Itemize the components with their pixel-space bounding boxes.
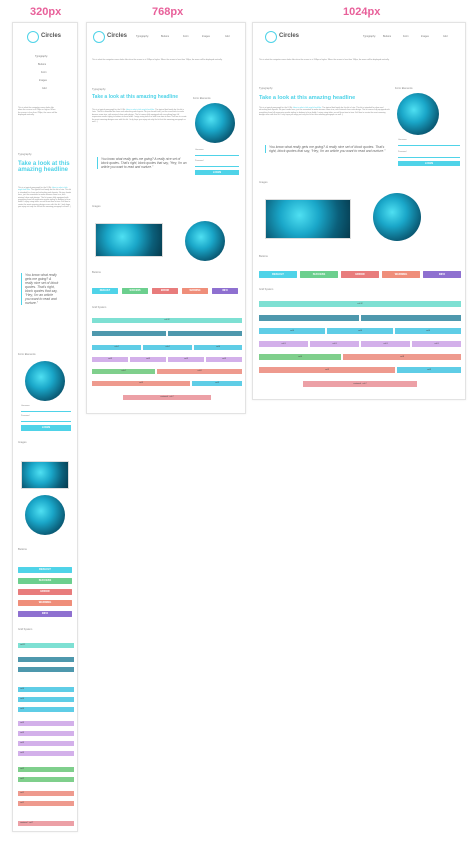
frame-320 <box>12 22 78 832</box>
grid-col-9: col-9 <box>92 381 190 386</box>
grid-col-2a: col-2 <box>18 767 74 772</box>
nav-typography[interactable]: Typography <box>363 35 376 38</box>
grid-col-4c: col-4 <box>395 328 461 334</box>
username-label: Username <box>195 149 204 151</box>
nav-grid[interactable]: Grid <box>225 35 230 38</box>
heading-1024: 1024px <box>343 6 381 18</box>
grid-col-6b <box>168 331 242 336</box>
login-button[interactable]: LOGIN <box>21 425 71 431</box>
intro-text: This is what the navigation menu looks like when the screen is at 768px or higher. When the screen is less than 768px, the menu will be displayed vertically. <box>18 107 58 117</box>
blockquote: You know what really gets me going? A really nice set of block quotes. That's right, block quotes that say, "Hey, I'm an article you want to read and nurture." <box>265 145 390 153</box>
nav-grid[interactable]: Grid <box>42 87 47 90</box>
section-images: Images <box>92 205 101 208</box>
grid-col-3a: col-3 <box>92 357 128 362</box>
paragraph: This is a typical paragraph for the UI Kit. Here is what a link might look like. The typical font family for this kit is Lato. This kit is intended for clean and refreshing web layouts. No jazz hands here, just the essentials to make dreams come true, with minimal clean web design. The kit comes fully equipped with everything from full responsive media styling to buttons to form fields. I enjoy using italics as well from time to time. Fell free to create the most amazing designs ever with this kit. I truly hope you enjoy not only the kit but this amazing paragraph as well. :) <box>259 107 390 117</box>
grid-col-8: col-8 <box>157 369 242 374</box>
grid-col-3-sky: col-3 <box>397 367 461 373</box>
brand-name: Circles <box>41 33 62 39</box>
form-avatar-image <box>25 361 65 401</box>
grid-col-4a: col-4 <box>18 687 74 692</box>
grid-col-2b: col-2 <box>18 777 74 782</box>
paragraph: This is a typical paragraph for the UI Kit. Here is what a link might look like. The typical font family for this kit is Lato. This kit is intended for clean and refreshing web layouts. No jazz hands here, just the essentials to make dreams come true, with minimal clean web design. The kit comes fully equipped with everything from full responsive media styling to buttons to form fields. I enjoy using italics as well from time to time. Fell free to create the most amazing designs ever with this kit. I truly hope you enjoy not only the kit but this amazing paragraph as well. :) <box>92 109 187 124</box>
paragraph: This is a typical paragraph for the UI Kit. Here is what a link might look like. The typical font family for this kit is Lato. This kit is intended for clean and refreshing web layouts. No jazz hands here, just the essentials to make dreams come true, with minimal clean web design. The kit comes fully equipped with everything from full responsive media styling to buttons to form fields. I enjoy using italics as well from time to time. Fell free to create the most amazing designs ever with this kit. I truly hope you enjoy not only the kit but this amazing paragraph as well. :) <box>18 187 72 209</box>
blockquote: You know what really gets me going? A really nice set of block quotes. That's right, block quotes that say, "Hey, I'm an article you want to read and nurture." <box>97 157 187 169</box>
grid-centered: centered · col-7 <box>303 381 417 387</box>
username-label: Username <box>398 139 407 141</box>
section-buttons: Buttons <box>18 548 27 551</box>
grid-col-4-green: col-4 <box>259 354 341 360</box>
nav-buttons[interactable]: Buttons <box>383 35 392 38</box>
grid-col-3c: col-3 <box>361 341 410 347</box>
password-label: Password <box>21 415 30 417</box>
error-button[interactable]: ERROR <box>152 288 178 294</box>
headline: Take a look at this amazing headline <box>92 94 179 100</box>
section-typography: Typography <box>18 153 32 156</box>
grid-col-3-sky: col-3 <box>192 381 242 386</box>
password-label: Password <box>398 151 407 153</box>
grid-col-1b: col-1 <box>18 801 74 806</box>
nav-grid[interactable]: Grid <box>443 35 448 38</box>
grid-col-4-green: col-4 <box>92 369 155 374</box>
info-button[interactable]: INFO <box>18 611 72 617</box>
sample-image-rect <box>21 461 69 489</box>
grid-col-3a: col-3 <box>259 341 308 347</box>
grid-col-3c: col-3 <box>18 741 74 746</box>
error-button[interactable]: ERROR <box>341 271 379 278</box>
nav-form[interactable]: Form <box>183 35 189 38</box>
grid-col-3d: col-3 <box>18 751 74 756</box>
intro-text: This is what the navigation menu looks like when the screen is at 768px or higher. When the screen is less than 768px, the menu will be displayed vertically. <box>92 59 223 61</box>
grid-col-3b: col-3 <box>310 341 359 347</box>
username-input[interactable] <box>398 145 460 146</box>
section-images: Images <box>18 441 27 444</box>
error-button[interactable]: ERROR <box>18 589 72 595</box>
brand-name: Circles <box>107 33 128 39</box>
section-form: Form Elements <box>193 97 211 100</box>
grid-col-4a: col-4 <box>92 345 141 350</box>
grid-col-8: col-8 <box>343 354 461 360</box>
success-button[interactable]: SUCCESS <box>122 288 148 294</box>
grid-col-6b <box>361 315 461 321</box>
info-button[interactable]: INFO <box>212 288 238 294</box>
grid-centered: centered · col-7 <box>18 821 74 826</box>
grid-col-1a: col-1 <box>18 791 74 796</box>
section-images: Images <box>259 181 268 184</box>
grid-col-4b: col-4 <box>18 697 74 702</box>
password-input[interactable] <box>195 166 239 167</box>
sample-image-round <box>25 495 65 535</box>
section-grid: Grid System <box>259 288 274 291</box>
grid-col-6a <box>92 331 166 336</box>
logo-icon <box>27 31 39 43</box>
info-button[interactable]: INFO <box>423 271 461 278</box>
grid-col-4c: col-4 <box>194 345 242 350</box>
username-label: Username <box>21 405 30 407</box>
brand-name: Circles <box>279 33 300 39</box>
sample-image-round <box>185 221 225 261</box>
nav-form[interactable]: Form <box>403 35 409 38</box>
sample-image-round <box>373 193 421 241</box>
grid-col-3d: col-3 <box>412 341 461 347</box>
logo-icon <box>265 31 277 43</box>
grid-col-3a: col-3 <box>18 721 74 726</box>
nav-form[interactable]: Form <box>41 71 47 74</box>
grid-col-6a <box>259 315 359 321</box>
blockquote: You know what really gets me going? A really nice set of block quotes. That's right, block quotes that say, "Hey, I'm an article you want to read and nurture." <box>21 273 59 305</box>
section-buttons: Buttons <box>259 255 268 258</box>
grid-col-6b <box>18 667 74 672</box>
success-button[interactable]: SUCCESS <box>300 271 338 278</box>
login-button[interactable]: LOGIN <box>398 161 460 166</box>
sample-image-rect <box>265 199 351 239</box>
grid-col-3c: col-3 <box>168 357 204 362</box>
nav-typography[interactable]: Typography <box>35 55 48 58</box>
section-grid: Grid System <box>92 306 107 309</box>
nav-buttons[interactable]: Buttons <box>38 63 47 66</box>
default-button[interactable]: DEFAULT <box>18 567 72 573</box>
section-grid: Grid System <box>18 628 33 631</box>
nav-typography[interactable]: Typography <box>136 35 149 38</box>
password-input[interactable] <box>21 421 71 422</box>
warning-button[interactable]: WARNING <box>18 600 72 606</box>
grid-col-9: col-9 <box>259 367 395 373</box>
username-input[interactable] <box>195 155 239 156</box>
nav-images[interactable]: Images <box>39 79 47 82</box>
form-avatar-image <box>397 93 439 135</box>
password-input[interactable] <box>398 157 460 158</box>
username-input[interactable] <box>21 411 71 412</box>
grid-col-3b: col-3 <box>130 357 166 362</box>
frame-1024 <box>252 22 466 400</box>
default-button[interactable]: DEFAULT <box>259 271 297 278</box>
form-avatar-image <box>195 103 235 143</box>
nav-images[interactable]: Images <box>421 35 429 38</box>
section-buttons: Buttons <box>92 271 101 274</box>
password-label: Password <box>195 160 204 162</box>
warning-button[interactable]: WARNING <box>382 271 420 278</box>
grid-col-12: col-12 <box>92 318 242 323</box>
success-button[interactable]: SUCCESS <box>18 578 72 584</box>
nav-images[interactable]: Images <box>202 35 210 38</box>
intro-text: This is what the navigation menu looks like when the screen is at 768px or higher. When the screen is less than 768px, the menu will be displayed vertically. <box>259 59 390 61</box>
heading-320: 320px <box>30 6 62 18</box>
grid-col-3b: col-3 <box>18 731 74 736</box>
headline: Take a look at this amazing headline <box>18 161 70 174</box>
section-typography: Typography <box>259 87 273 90</box>
section-typography: Typography <box>92 88 106 91</box>
grid-col-3d: col-3 <box>206 357 242 362</box>
grid-col-6a <box>18 657 74 662</box>
sample-image-rect <box>95 223 163 257</box>
frame-768 <box>86 22 246 414</box>
section-form: Form Elements <box>18 353 36 356</box>
logo-icon <box>93 31 105 43</box>
section-form: Form Elements <box>395 87 413 90</box>
nav-buttons[interactable]: Buttons <box>161 35 170 38</box>
default-button[interactable]: DEFAULT <box>92 288 118 294</box>
grid-col-4c: col-4 <box>18 707 74 712</box>
grid-col-12: col-12 <box>18 643 74 648</box>
login-button[interactable]: LOGIN <box>195 170 239 175</box>
headline: Take a look at this amazing headline <box>259 95 356 101</box>
grid-col-12: col-12 <box>259 301 461 307</box>
warning-button[interactable]: WARNING <box>182 288 208 294</box>
heading-768: 768px <box>152 6 184 18</box>
grid-col-4a: col-4 <box>259 328 325 334</box>
grid-col-4b: col-4 <box>327 328 393 334</box>
grid-centered: centered · col-7 <box>123 395 211 400</box>
grid-col-4b: col-4 <box>143 345 192 350</box>
